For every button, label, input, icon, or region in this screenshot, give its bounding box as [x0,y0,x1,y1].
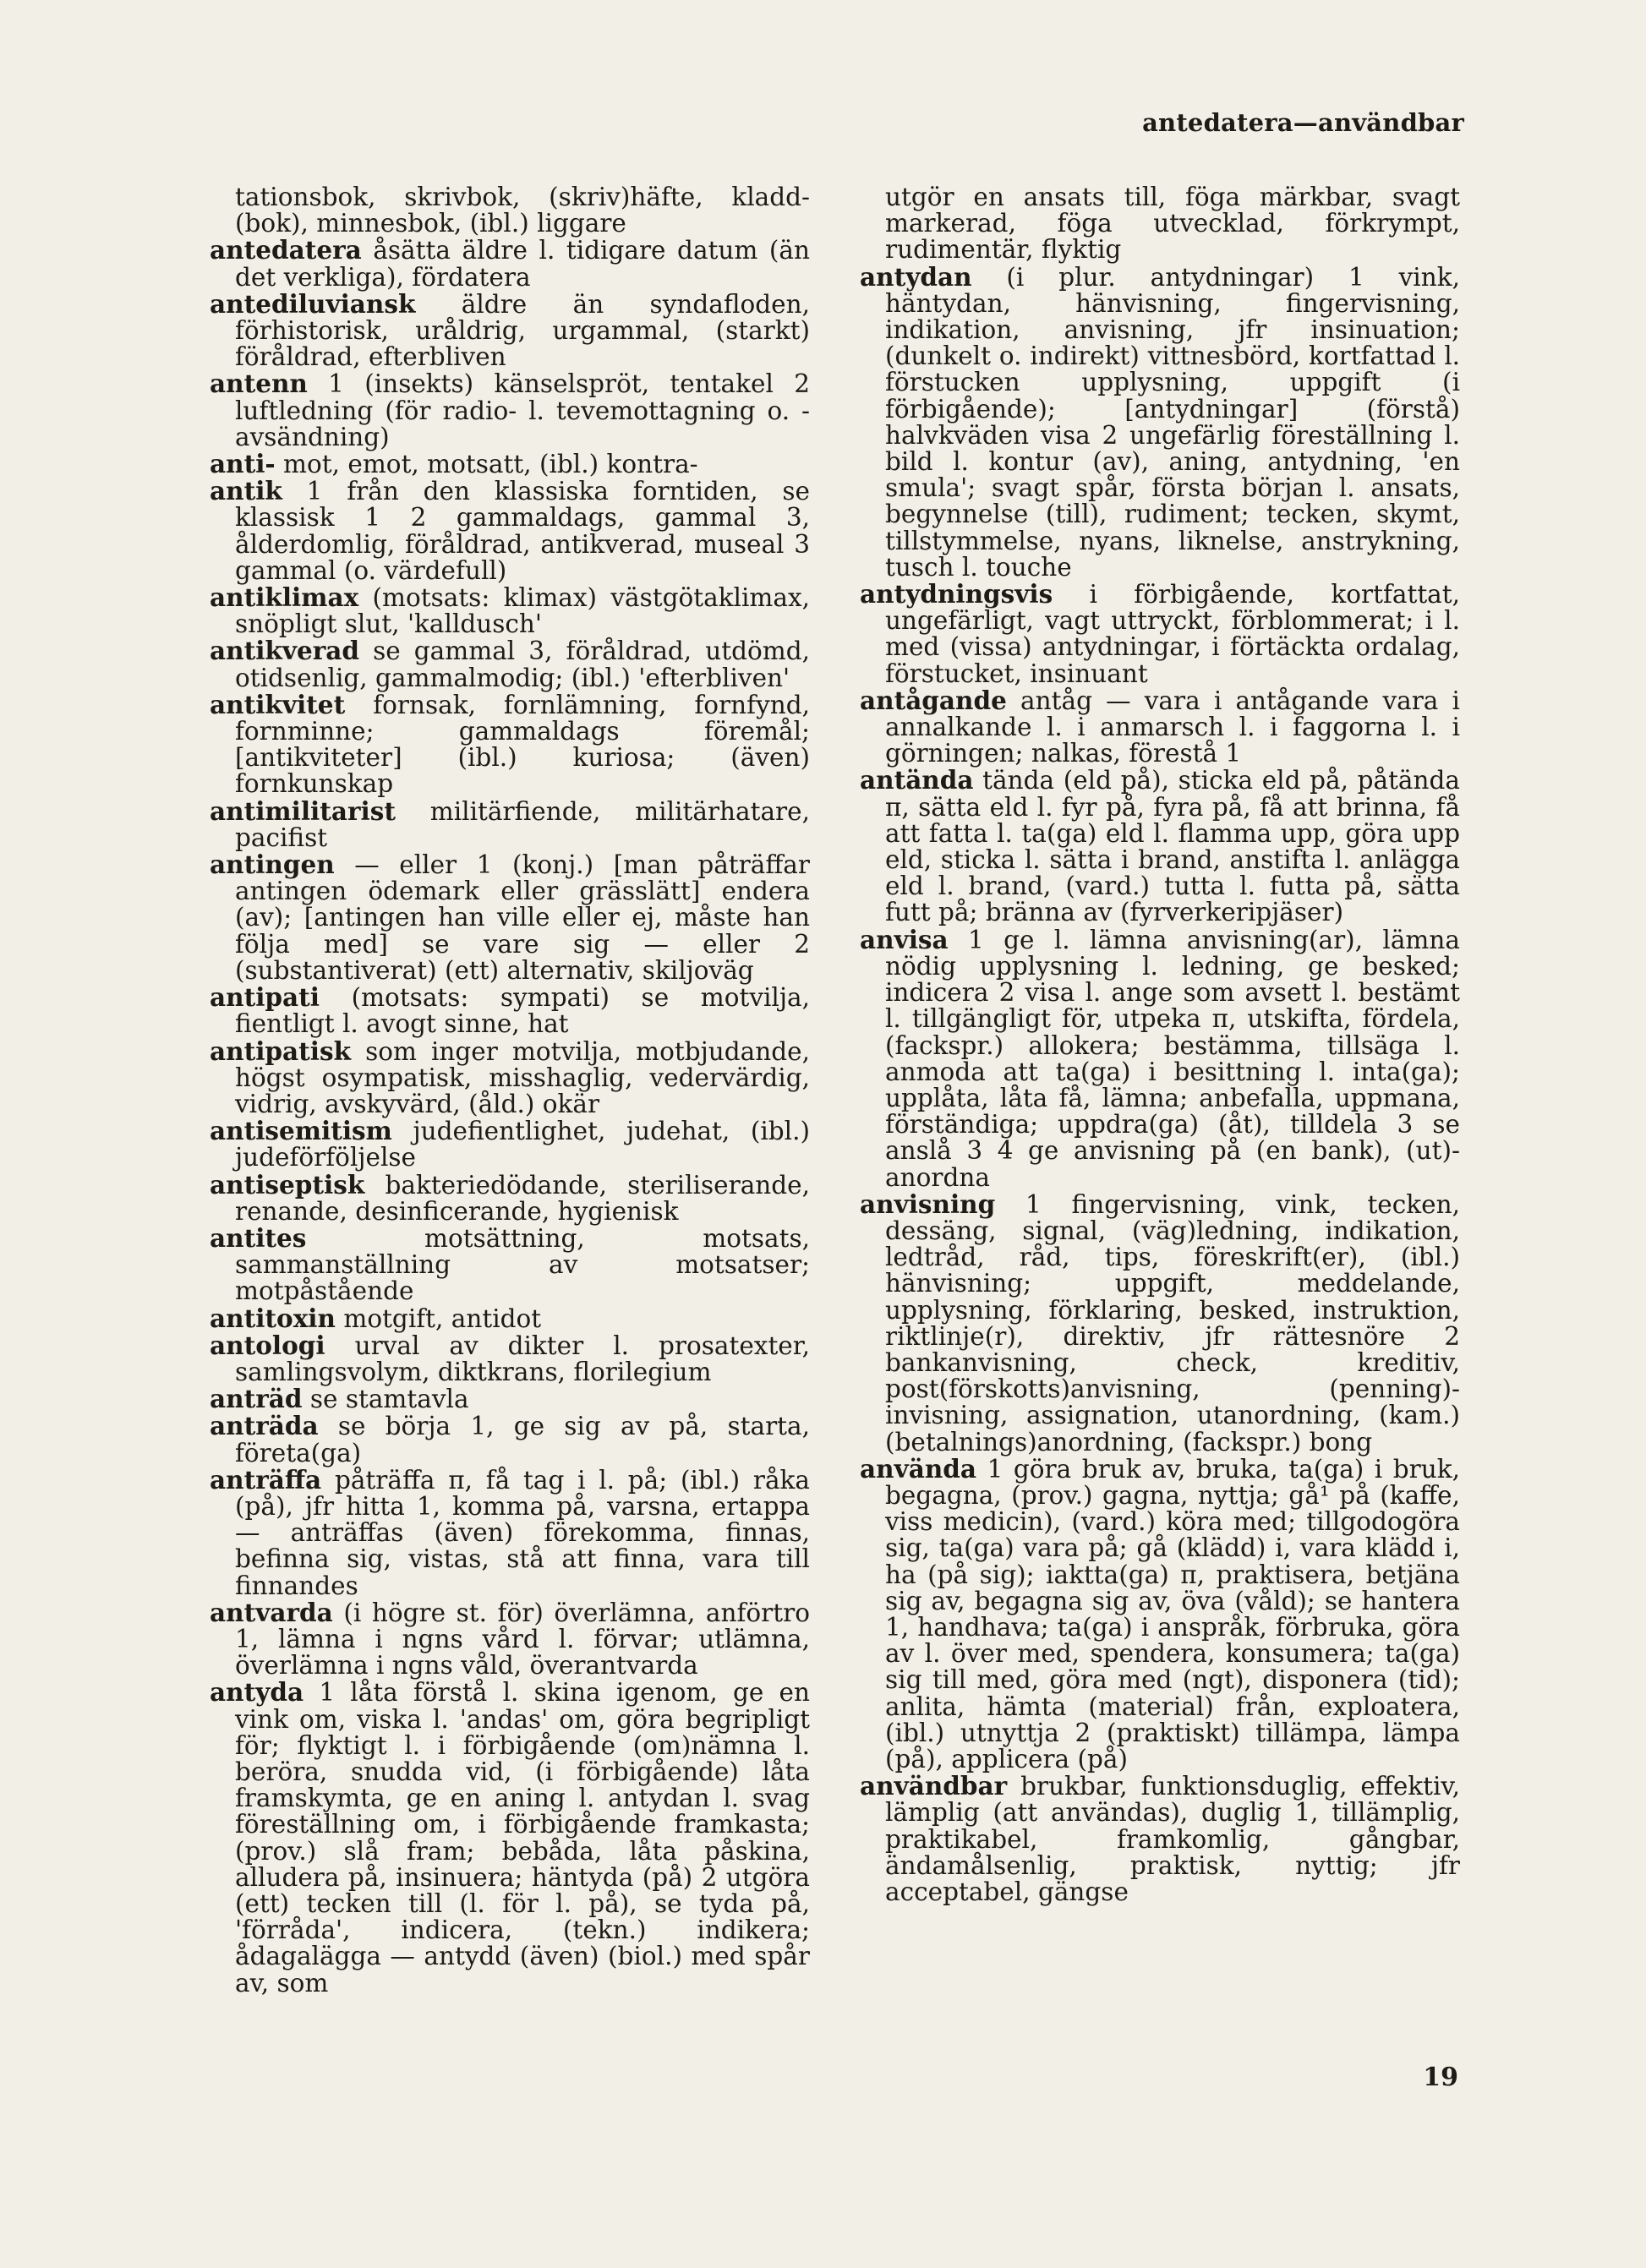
entry-headword: antedatera [210,235,362,265]
entry-definition: 1 låta förstå l. skina igenom, ge en vink om, viska l. 'andas' om, göra begripligt för; flyktigt l. i förbigående (om)nämna l. beröra, snudda vid, (i förbigående) låta framskymta, ge en aning l. antydan l. svag föreställning om, i förbigående framkasta; (prov.) slå fram; bebåda, låta påskina, alludera på, insinuera; häntyda (på) 2 utgöra (ett) tecken till (l. för l. på), se tyda på, 'förråda', indicera, (tekn.) indikera; ådagalägga — antydd (även) (biol.) med spår av, som [235,1678,810,1997]
entry-definition: motgift, antidot [343,1303,542,1333]
entry-definition: tända (eld på), sticka eld på, påtända ᴨ, sätta eld l. fyr på, fyra på, få att brinna, få att fatta l. ta(ga) eld l. flamma upp, göra upp eld, sticka l. sätta i brand, anstifta l. anlägga eld l. brand, (vard.) tutta l. futta på, sätta futt på; bränna av (fyrverkeripjäser) [885,766,1460,927]
entry-definition: brukbar, funktionsduglig, effektiv, lämplig (att användas), duglig 1, tillämplig, praktikabel, framkomlig, gångbar, ändamålsenlig, praktisk, nyttig; jfr acceptabel, gängse [885,1772,1460,1906]
dictionary-entry [860,767,1460,926]
dictionary-entry [210,1332,810,1385]
entry-definition: urval av dikter l. prosatexter, samlingsvolym, diktkrans, florilegium [235,1331,810,1386]
entry-headword: antydan [860,261,972,292]
entry-definition: som inger motvilja, motbjudande, högst osympatisk, misshaglig, vedervärdig, vidrig, avskyvärd, (åld.) okär [235,1036,810,1118]
entry-headword: antimilitarist [210,795,396,826]
entry-definition: 1 göra bruk av, bruka, ta(ga) i bruk, begagna, (prov.) gagna, nyttja; gå¹ på (kaffe, viss medicin), (vard.) köra med; tillgodogöra sig, ta(ga) vara på; gå (klädd) i, vara klädd i, ha (på sig); iaktta(ga) ᴨ, praktisera, betjäna sig av, begagna sig av, öva (våld); se hantera 1, handhava; ta(ga) i anspråk, förbruka, göra av l. över med, spendera, konsumera; ta(ga) sig till med, göra med (ngt), disponera (tid); anlita, hämta (material) från, exploatera, (ibl.) utnyttja 2 (praktiskt) tillämpa, lämpa (på), applicera (på) [885,1454,1460,1773]
right-column [860,184,1460,1905]
entry-headword: antipati [210,982,320,1013]
dictionary-entry [210,1385,810,1413]
dictionary-entry [210,1222,810,1306]
entry-headword: antikverad [210,636,360,666]
dictionary-entry [860,687,1460,768]
dictionary-entry [210,1169,810,1226]
entry-headword: antvarda [210,1597,333,1627]
dictionary-entry [210,1413,810,1466]
entry-headword: antiklimax [210,582,359,613]
entry-definition: (motsats: klimax) västgötaklimax, snöpligt slut, 'kalldusch' [235,583,810,639]
entry-headword: antologi [210,1330,325,1360]
entry-definition: militärfiende, militärhatare, pacifist [235,796,810,852]
dictionary-entry [210,851,810,984]
entry-headword: anti- [210,449,276,479]
dictionary-entry [210,1464,810,1600]
entry-definition: se börja 1, ge sig av på, starta, företa(ga) [235,1412,810,1467]
dictionary-entry [860,184,1460,264]
dictionary-entry [210,1679,810,1996]
left-column [210,184,810,1997]
entry-definition: fornsak, fornlämning, fornfynd, fornminne; gammaldags föremål; [antikviteter] (ibl.) kuriosa; (även) fornkunskap [235,690,810,799]
entry-headword: antik [210,476,282,506]
entry-headword: antediluviansk [210,288,416,319]
dictionary-entry [210,584,810,637]
dictionary-entry [210,451,810,478]
dictionary-entry [210,984,810,1037]
entry-headword: användbar [860,1771,1008,1801]
entry-definition: (i plur. antydningar) 1 vink, häntydan, hänvisning, fingervisning, indikation, anvisning, jfr insinuation; (dunkelt o. indirekt) vittnesbörd, kortfattad l. förstucken upplysning, uppgift (i förbigående); [antydningar] (förstå) halvkväden visa 2 ungefärlig föreställning l. bild l. kontur (av), aning, antydning, 'en smula'; svagt spår, första början l. ansats, begynnelse (till), rudiment; tecken, skymt, tillstymmelse, nyans, liknelse, anstrykning, tusch l. touche [885,262,1460,582]
entry-headword: anträda [210,1411,319,1441]
entry-headword: antipatisk [210,1036,352,1066]
entry-definition: äldre än syndafloden, förhistorisk, uråldrig, urgammal, (starkt) föråldrad, efterbliven [235,289,810,372]
dictionary-entry [210,795,810,852]
entry-definition: i förbigående, kortfattat, ungefärligt, vagt uttryckt, förblommerat; i l. med (vissa) antydningar, i förtäckta ordalag, förstucket, insinuant [885,580,1460,688]
entry-headword: antingen [210,850,335,880]
entry-headword: använda [860,1453,977,1484]
entry-definition: antåg — vara i antågande vara i annalkande l. i anmarsch l. i faggorna l. i görningen; nalkas, förestå 1 [885,686,1460,768]
entry-definition: 1 (insekts) känselspröt, tentakel 2 luftledning (för radio- l. tevemottagning o. -avsändning) [235,369,810,451]
dictionary-entry [210,478,810,584]
entry-headword: anträd [210,1384,303,1414]
entry-definition: åsätta äldre l. tidigare datum (än det verkliga), fördatera [235,236,810,292]
running-head: antedatera—användbar [1142,108,1464,137]
dictionary-entry [210,184,810,237]
dictionary-entry [860,1773,1460,1905]
entry-definition: — eller 1 (konj.) [man påträffar antingen ödemark eller grässlätt] endera (av); [antingen han ville eller ej, måste han följa med] se vare sig — eller 2 (substantiverat) (ett) alternativ, skiljoväg [235,850,810,985]
entry-headword: antites [210,1222,307,1253]
entry-headword: anträffa [210,1464,322,1495]
dictionary-entry [860,926,1460,1191]
dictionary-entry [210,1038,810,1118]
dictionary-entry [210,1118,810,1171]
dictionary-entry [210,691,810,798]
entry-definition: mot, emot, motsatt, (ibl.) kontra- [283,450,698,479]
entry-headword: antända [860,765,974,795]
page-number: 19 [1423,2063,1458,2092]
entry-definition: utgör en ansats till, föga märkbar, svagt markerad, föga utvecklad, förkrympt, rudimentär, flyktig [885,183,1460,265]
dictionary-entry [210,370,810,451]
entry-headword: antikvitet [210,689,346,719]
entry-headword: anvisning [860,1189,996,1219]
entry-headword: anvisa [860,924,949,954]
entry-definition: judefientlighet, judehat, (ibl.) judeförföljelse [235,1117,810,1172]
dictionary-entry [210,1599,810,1680]
dictionary-entry [860,1453,1460,1773]
entry-headword: antydningsvis [860,579,1053,609]
dictionary-entry [210,237,810,290]
entry-definition: motsättning, motsats, sammanställning av motsatser; motpåstående [235,1223,810,1306]
entry-headword: antenn [210,369,308,399]
entry-definition: (motsats: sympati) se motvilja, fientligt l. avogt sinne, hat [235,983,810,1039]
entry-definition: (i högre st. för) överlämna, anförtro 1, lämna i ngns vård l. förvar; utlämna, överlämna i ngns våld, överantvarda [235,1598,810,1681]
entry-headword: antyda [210,1677,304,1708]
dictionary-entry [860,581,1460,687]
entry-headword: antitoxin [210,1303,336,1333]
entry-definition: bakteriedödande, steriliserande, renande, desinficerande, hygienisk [235,1170,810,1226]
dictionary-entry [210,288,810,372]
entry-definition: påträffa ᴨ, få tag i l. på; (ibl.) råka (på), jfr hitta 1, komma på, varsna, ertappa — anträffas (även) förekomma, finnas, befinna sig, vistas, stå att finna, vara till finnandes [235,1465,810,1600]
entry-definition: 1 ge l. lämna anvisning(ar), lämna nödig upplysning l. ledning, ge besked; indicera 2 visa l. ange som avsett l. bestämt l. tillgängligt för, utpeka ᴨ, utskifta, fördela, (fackspr.) allokera; bestämma, tillsäga l. anmoda att ta(ga) i besittning l. inta(ga); upplåta, låta få, lämna; anbefalla, uppmana, förständiga; uppdra(ga) (åt), tilldela 3 se anslå 3 4 ge anvisning på (en bank), (ut)-anordna [885,925,1460,1192]
entry-definition: 1 fingervisning, vink, tecken, dessäng, signal, (väg)ledning, indikation, ledtråd, råd, tips, föreskrift(er), (ibl.) hänvisning; uppgift, meddelande, upplysning, förklaring, besked, instruktion, riktlinje(r), direktiv, jfr rättesnöre 2 bankanvisning, check, kreditiv, post(förskotts)anvisning, (penning)-invisning, assignation, utanordning, (kam.) (betalnings)anordning, (fackspr.) bong [885,1189,1460,1456]
dictionary-entry [210,1305,810,1332]
entry-headword: antiseptisk [210,1169,365,1200]
entry-definition: se stamtavla [309,1385,469,1414]
entry-definition: se gammal 3, föråldrad, utdömd, otidsenlig, gammalmodig; (ibl.) 'efterbliven' [235,637,810,692]
entry-headword: antisemitism [210,1116,392,1146]
entry-headword: antågande [860,685,1007,715]
entry-definition: tationsbok, skrivbok, (skriv)häfte, kladd-(bok), minnesbok, (ibl.) liggare [235,183,810,238]
entry-definition: 1 från den klassiska forntiden, se klassisk 1 2 gammaldags, gammal 3, ålderdomlig, föråldrad, antikverad, museal 3 gammal (o. värdefull) [235,477,810,585]
dictionary-entry [860,1191,1460,1456]
dictionary-entry [210,637,810,691]
dictionary-entry [860,261,1460,582]
